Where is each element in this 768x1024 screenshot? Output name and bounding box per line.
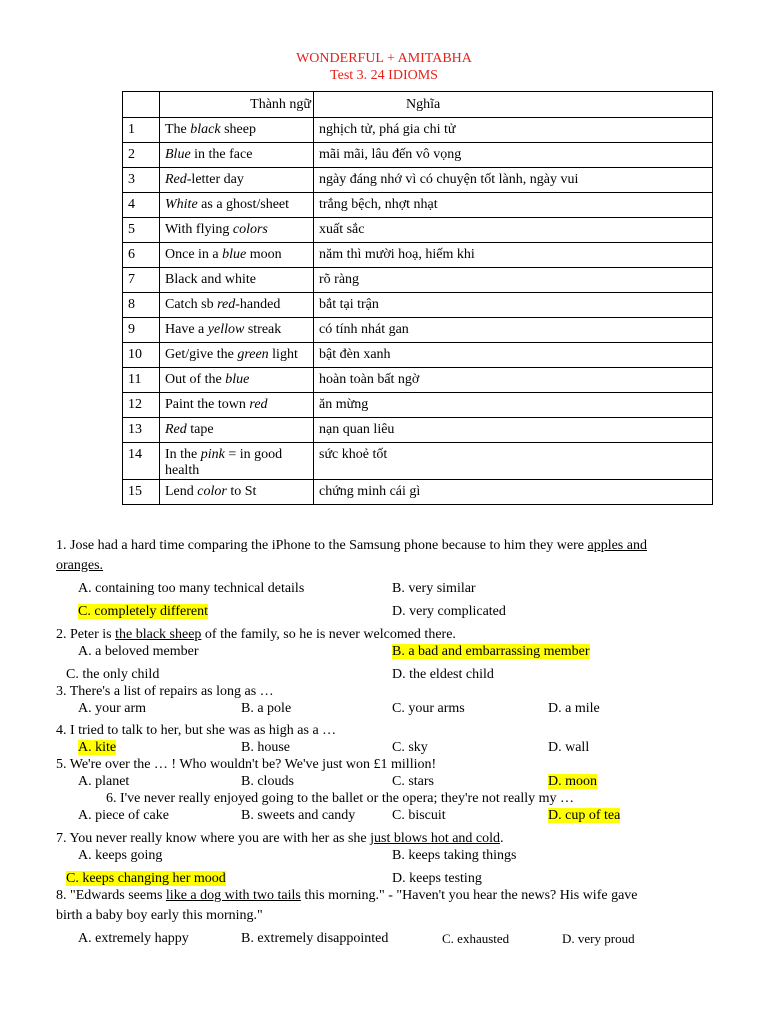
meaning-cell: rõ ràng (314, 268, 713, 293)
q5-option-a[interactable]: A. planet (78, 774, 130, 789)
header-idiom: Thành ngữ (160, 92, 314, 118)
meaning-cell: có tính nhát gan (314, 318, 713, 343)
idiom-color-word: Red (165, 422, 187, 437)
q1-option-c[interactable] (78, 602, 208, 621)
header-no (123, 92, 160, 118)
q1-stem-line2 (56, 556, 103, 575)
q7-option-b[interactable]: B. keeps taking things (392, 848, 517, 863)
q1-idiom-part2: oranges. (56, 558, 104, 573)
meaning-cell: bắt tại trận (314, 293, 713, 318)
table-row (123, 368, 713, 393)
idiom-text: tape (186, 422, 214, 437)
q3-stem: 3. There's a list of repairs as long as … (56, 684, 274, 699)
q6-stem: 6. I've never really enjoyed going to the ballet or the opera; they're not really my … (106, 791, 575, 806)
q6-option-a[interactable]: A. piece of cake (78, 808, 169, 823)
idiom-text: -handed (235, 297, 281, 312)
table-row (123, 443, 713, 480)
idiom-color-word: blue (222, 247, 247, 262)
q5-option-d-highlight: D. moon (548, 774, 597, 789)
idiom-text: Get/give the (165, 347, 238, 362)
idiom-color-word: yellow (207, 322, 245, 337)
idiom-color-word: green (237, 347, 269, 362)
idiom-color-word: black (190, 122, 221, 137)
q1-option-a[interactable]: A. containing too many technical details (78, 581, 305, 596)
document-title: WONDERFUL + AMITABHA (296, 51, 472, 66)
idiom-text: Paint the town (165, 397, 250, 412)
meaning-cell: chứng minh cái gì (314, 480, 713, 505)
idiom-text: Out of the (165, 372, 226, 387)
idiom-text: Once in a (165, 247, 223, 262)
q3-option-b[interactable]: B. a pole (241, 701, 292, 716)
q7-stem-pre: 7. You never really know where you are with her as she (56, 831, 371, 846)
idiom-text: Lend (165, 484, 198, 499)
q3-option-c[interactable]: C. your arms (392, 701, 465, 716)
row-number: 12 (123, 393, 160, 418)
idiom-text: The (165, 122, 191, 137)
table-row (123, 318, 713, 343)
q1-option-d[interactable]: D. very complicated (392, 604, 506, 619)
q3-option-d[interactable]: D. a mile (548, 701, 600, 716)
table-row (123, 418, 713, 443)
idiom-cell (160, 143, 314, 168)
meaning-cell: sức khoẻ tốt (314, 443, 713, 480)
idiom-text: in the face (190, 147, 253, 162)
idiom-color-word: colors (232, 222, 268, 237)
idiom-text: light (268, 347, 298, 362)
idiom-color-word: pink (200, 447, 225, 462)
q4-stem: 4. I tried to talk to her, but she was as high as a … (56, 723, 337, 738)
idiom-cell (160, 443, 314, 480)
header-meaning: Nghĩa (314, 92, 713, 118)
row-number: 2 (123, 143, 160, 168)
q4-option-c[interactable]: C. sky (392, 740, 428, 755)
q7-option-d[interactable]: D. keeps testing (392, 871, 482, 886)
idiom-cell (160, 193, 314, 218)
meaning-cell: ngày đáng nhớ vì có chuyện tốt lành, ngày vui (314, 168, 713, 193)
q8-idiom: like a dog with two tails (165, 888, 301, 903)
meaning-cell: nạn quan liêu (314, 418, 713, 443)
row-number: 14 (123, 443, 160, 480)
idiom-text: Catch sb (165, 297, 218, 312)
table-row (123, 143, 713, 168)
idiom-text: Have a (165, 322, 208, 337)
idiom-text: to St (226, 484, 257, 499)
table-row (123, 480, 713, 505)
meaning-cell: hoàn toàn bất ngờ (314, 368, 713, 393)
idiom-cell (160, 168, 314, 193)
idiom-cell (160, 243, 314, 268)
idiom-color-word: White (165, 197, 198, 212)
meaning-cell: nghịch tử, phá gia chi tử (314, 118, 713, 143)
row-number: 1 (123, 118, 160, 143)
q2-idiom: the black sheep (115, 627, 202, 642)
row-number: 7 (123, 268, 160, 293)
table-header-row (123, 92, 713, 118)
idiom-color-word: red (249, 397, 268, 412)
idiom-cell (160, 480, 314, 505)
idiom-text: With flying (165, 222, 233, 237)
idiom-cell (160, 418, 314, 443)
q8-option-b[interactable]: B. extremely disappointed (241, 931, 389, 946)
q8-stem-line2: birth a baby boy early this morning." (56, 908, 263, 923)
q7-option-a[interactable]: A. keeps going (78, 848, 163, 863)
idiom-cell (160, 218, 314, 243)
idiom-text: = in good health (165, 447, 283, 478)
idiom-cell (160, 293, 314, 318)
row-number: 8 (123, 293, 160, 318)
idiom-color-word: Red (165, 172, 187, 187)
table-row (123, 193, 713, 218)
meaning-cell: trắng bệch, nhợt nhạt (314, 193, 713, 218)
q2-stem-pre: 2. Peter is (56, 627, 116, 642)
idiom-color-word: Blue (165, 147, 191, 162)
q8-stem-post: this morning." - "Haven't you hear the news? His wife gave (300, 888, 638, 903)
q5-option-c[interactable]: C. stars (392, 774, 434, 789)
idioms-table-body (123, 118, 713, 505)
q4-option-a-highlight: A. kite (78, 740, 117, 755)
q7-idiom: just blows hot and cold (370, 831, 501, 846)
q1-stem-line1 (56, 536, 647, 555)
row-number: 4 (123, 193, 160, 218)
table-row (123, 393, 713, 418)
table-row (123, 218, 713, 243)
idiom-text: sheep (220, 122, 256, 137)
q2-stem-post: of the family, so he is never welcomed there. (201, 627, 456, 642)
q7-option-c-highlight: C. keeps changing her mood (66, 871, 226, 886)
q1-option-b[interactable]: B. very similar (392, 581, 476, 596)
q4-option-d[interactable]: D. wall (548, 740, 590, 755)
q8-option-c[interactable]: C. exhausted (442, 931, 510, 946)
idiom-cell (160, 118, 314, 143)
idioms-table (122, 91, 713, 505)
row-number: 10 (123, 343, 160, 368)
meaning-cell: xuất sắc (314, 218, 713, 243)
document-subtitle: Test 3. 24 IDIOMS (330, 68, 438, 83)
q5-option-b[interactable]: B. clouds (241, 774, 294, 789)
q7-stem-post: . (500, 831, 504, 846)
row-number: 5 (123, 218, 160, 243)
meaning-cell: năm thì mười hoạ, hiếm khi (314, 243, 713, 268)
q3-option-a[interactable]: A. your arm (78, 701, 147, 716)
q6-option-b[interactable]: B. sweets and candy (241, 808, 356, 823)
row-number: 3 (123, 168, 160, 193)
q5-stem: 5. We're over the … ! Who wouldn't be? We've just won £1 million! (56, 757, 437, 772)
table-row (123, 243, 713, 268)
idiom-cell (160, 343, 314, 368)
row-number: 9 (123, 318, 160, 343)
q1-stem-text: 1. Jose had a hard time comparing the iPhone to the Samsung phone because to him they were (56, 538, 588, 553)
table-row (123, 168, 713, 193)
idiom-text: Black and white (165, 272, 256, 287)
q8-option-d[interactable]: D. very proud (562, 931, 635, 946)
idiom-text: -letter day (186, 172, 244, 187)
q8-stem-pre: 8. "Edwards seems (56, 888, 166, 903)
idiom-text: as a ghost/sheet (197, 197, 290, 212)
idiom-cell (160, 368, 314, 393)
table-row (123, 268, 713, 293)
q6-option-c[interactable]: C. biscuit (392, 808, 446, 823)
q6-option-d-highlight: D. cup of tea (548, 808, 621, 823)
row-number: 15 (123, 480, 160, 505)
idiom-color-word: blue (225, 372, 250, 387)
idiom-text: moon (246, 247, 282, 262)
q8-option-a[interactable]: A. extremely happy (78, 931, 189, 946)
q1-idiom-part1: apples and (587, 538, 647, 553)
q1-option-c-highlight: C. completely different (78, 604, 208, 619)
idiom-color-word: color (197, 484, 227, 499)
meaning-cell: mãi mãi, lâu đến vô vọng (314, 143, 713, 168)
meaning-cell: ăn mừng (314, 393, 713, 418)
q2-option-b-highlight: B. a bad and embarrassing member (392, 644, 590, 659)
idiom-cell (160, 268, 314, 293)
table-row (123, 118, 713, 143)
q2-option-b[interactable] (392, 642, 590, 661)
q4-option-b[interactable]: B. house (241, 740, 290, 755)
q2-option-d[interactable]: D. the eldest child (392, 667, 494, 682)
q2-option-c[interactable]: C. the only child (66, 667, 160, 682)
q8-stem-line1 (56, 886, 638, 905)
idiom-text: In the (165, 447, 201, 462)
meaning-cell: bật đèn xanh (314, 343, 713, 368)
idiom-cell (160, 393, 314, 418)
row-number: 6 (123, 243, 160, 268)
idiom-color-word: red (217, 297, 236, 312)
table-row (123, 343, 713, 368)
q6-option-d[interactable] (548, 806, 620, 825)
idiom-text: streak (244, 322, 282, 337)
idiom-cell (160, 318, 314, 343)
row-number: 11 (123, 368, 160, 393)
table-row (123, 293, 713, 318)
q2-option-a[interactable]: A. a beloved member (78, 644, 199, 659)
row-number: 13 (123, 418, 160, 443)
